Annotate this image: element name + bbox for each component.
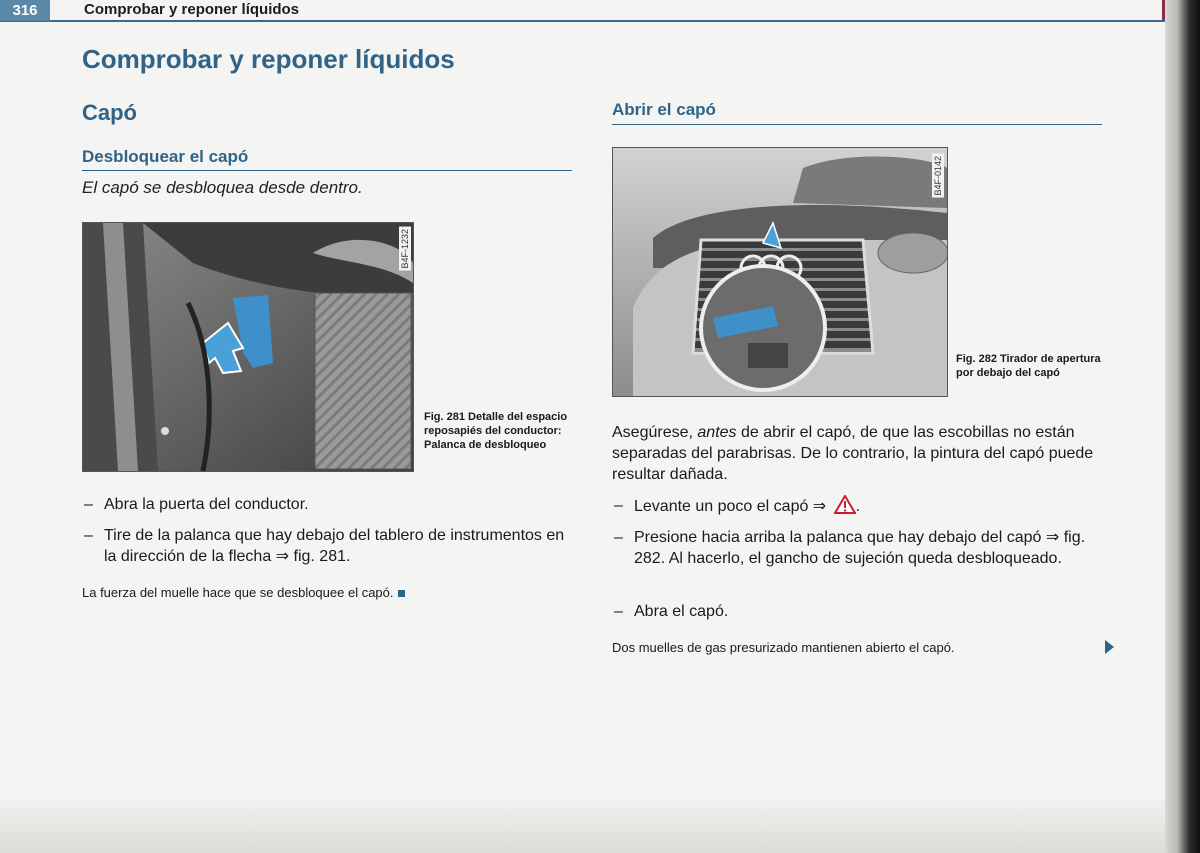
subsection-rule-left bbox=[82, 170, 572, 171]
step-text: Levante un poco el capó ⇒ bbox=[634, 498, 827, 515]
running-title: Comprobar y reponer líquidos bbox=[84, 1, 300, 18]
step-lift-hood bbox=[614, 495, 1102, 517]
step-period: . bbox=[855, 498, 861, 515]
right-note: Dos muelles de gas presurizado mantienen abierto el capó. bbox=[612, 640, 955, 655]
subsection-rule-right bbox=[612, 124, 1102, 125]
step-text: Tire de la palanca que hay debajo del tablero de instrumentos en la dirección de la flecha ⇒ fig. 281. bbox=[104, 527, 565, 565]
page-footer-shadow bbox=[0, 800, 1165, 853]
step-dash: – bbox=[614, 497, 623, 514]
paragraph-text-end: de abrir el capó, de que las escobillas no están separadas del parabrisas. De lo contrario, la pintura del capó puede resultar dañada. bbox=[612, 424, 1094, 483]
step-dash: – bbox=[614, 529, 623, 546]
figure-281-code: B4F-1232 bbox=[400, 229, 410, 269]
step-dash: – bbox=[84, 527, 93, 544]
footwell-illustration bbox=[83, 223, 413, 471]
step-push-lever bbox=[614, 527, 1102, 569]
car-front-illustration bbox=[613, 148, 947, 396]
left-note bbox=[82, 584, 572, 601]
step-dash: – bbox=[84, 496, 93, 513]
figure-282-caption: Fig. 282 Tirador de apertura por debajo del capó bbox=[956, 353, 1101, 379]
step-pull-lever bbox=[84, 525, 566, 567]
right-paragraph bbox=[612, 422, 1102, 485]
figure-282-image bbox=[612, 147, 948, 397]
figure-282-code: B4F-0142 bbox=[933, 156, 943, 196]
step-dash: – bbox=[614, 603, 623, 620]
bleed-through-text bbox=[560, 50, 600, 750]
subsection-heading-desbloquear: Desbloquear el capó bbox=[82, 147, 249, 166]
step-open-door bbox=[84, 494, 574, 515]
step-open-hood bbox=[614, 601, 1102, 622]
step-text: Abra el capó. bbox=[634, 603, 729, 620]
continue-arrow-icon bbox=[1105, 640, 1114, 654]
page-binding-edge bbox=[1165, 0, 1200, 853]
left-note-text: La fuerza del muelle hace que se desbloquee el capó. bbox=[82, 585, 394, 600]
paragraph-emphasis: antes bbox=[697, 424, 737, 441]
warning-triangle-icon bbox=[834, 495, 856, 514]
intro-text: El capó se desbloquea desde dentro. bbox=[82, 178, 363, 197]
step-text: Presione hacia arriba la palanca que hay debajo del capó ⇒ fig. 282. Al hacerlo, el gancho de sujeción queda desbloqueado. bbox=[634, 529, 1086, 567]
page-number: 316 bbox=[0, 0, 50, 21]
end-of-section-marker bbox=[398, 590, 405, 597]
paragraph-text-start: Asegúrese, bbox=[612, 424, 698, 441]
subsection-heading-abrir: Abrir el capó bbox=[612, 100, 716, 119]
figure-281-image bbox=[82, 222, 414, 472]
section-heading-capo: Capó bbox=[82, 100, 137, 125]
page-title: Comprobar y reponer líquidos bbox=[82, 44, 455, 74]
figure-281-caption: Fig. 281 Detalle del espacio reposapiés del conductor: Palanca de desbloqueo bbox=[424, 411, 568, 451]
step-text: Abra la puerta del conductor. bbox=[104, 496, 309, 513]
